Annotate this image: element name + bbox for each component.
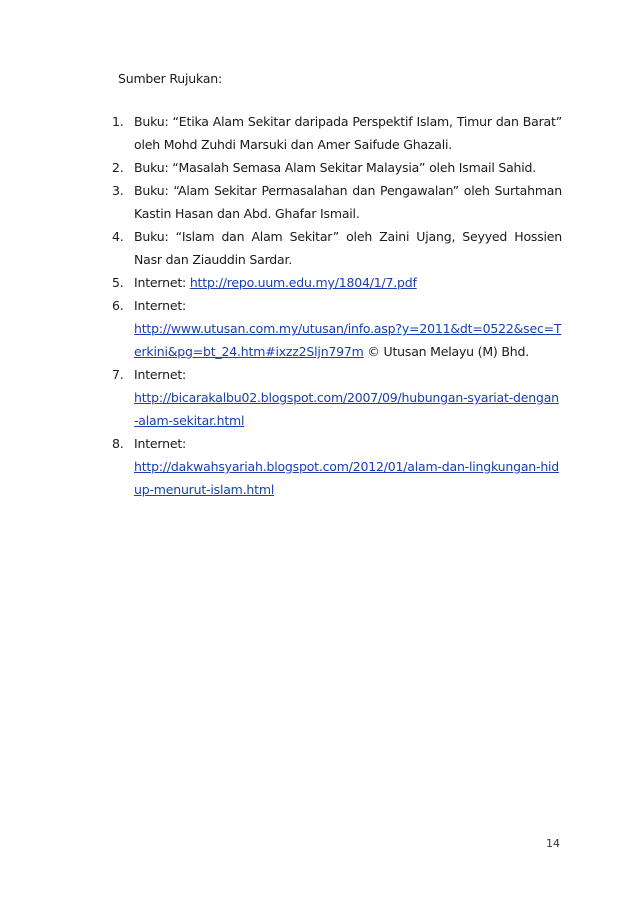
reference-list — [112, 110, 562, 501]
reference-number: 2. — [112, 160, 124, 175]
reference-item-6 — [112, 294, 562, 363]
reference-number: 1. — [112, 114, 124, 129]
reference-prefix: Internet: — [134, 367, 187, 382]
reference-item-4 — [112, 225, 562, 271]
reference-prefix: Internet: — [134, 275, 190, 290]
reference-text — [134, 455, 562, 501]
reference-suffix: © Utusan Melayu (M) Bhd. — [363, 344, 529, 359]
reference-text: Buku: “Etika Alam Sekitar daripada Perspektif Islam, Timur dan Barat” oleh Mohd Zuhdi Marsuki dan Amer Saifude Ghazali. — [134, 114, 562, 152]
reference-text: Buku: “Masalah Semasa Alam Sekitar Malaysia” oleh Ismail Sahid. — [134, 160, 537, 175]
reference-link[interactable]: http://www.utusan.com.my/utusan/info.asp?y=2011&dt=0522&sec=Terkini&pg=bt_24.htm#ixzz2Sljn797m — [134, 321, 562, 359]
references-heading: Sumber Rujukan: — [118, 71, 223, 86]
reference-item-5 — [112, 271, 562, 294]
reference-link[interactable]: http://repo.uum.edu.my/1804/1/7.pdf — [189, 275, 417, 290]
reference-number: 4. — [112, 229, 124, 244]
reference-number: 3. — [112, 183, 124, 198]
page-number: 14 — [546, 837, 560, 850]
reference-text — [134, 317, 562, 363]
reference-item-2 — [112, 156, 562, 179]
reference-item-8 — [112, 432, 562, 501]
reference-text — [134, 271, 562, 294]
reference-link[interactable]: http://dakwahsyariah.blogspot.com/2012/01/alam-dan-lingkungan-hidup-menurut-islam.html — [134, 459, 560, 497]
reference-link[interactable]: http://bicarakalbu02.blogspot.com/2007/09/hubungan-syariat-dengan-alam-sekitar.html — [134, 390, 559, 428]
reference-number: 8. — [112, 436, 124, 451]
reference-number: 5. — [112, 275, 124, 290]
reference-text — [134, 386, 562, 432]
reference-item-3 — [112, 179, 562, 225]
reference-number: 6. — [112, 298, 124, 313]
reference-prefix: Internet: — [134, 436, 187, 451]
reference-number: 7. — [112, 367, 124, 382]
reference-prefix: Internet: — [134, 298, 187, 313]
reference-text: Buku: “Islam dan Alam Sekitar” oleh Zaini Ujang, Seyyed Hossien Nasr dan Ziauddin Sardar. — [134, 229, 562, 267]
reference-item-1 — [112, 110, 562, 156]
reference-text: Buku: “Alam Sekitar Permasalahan dan Pengawalan” oleh Surtahman Kastin Hasan dan Abd. Ghafar Ismail. — [134, 183, 562, 221]
reference-item-7 — [112, 363, 562, 432]
